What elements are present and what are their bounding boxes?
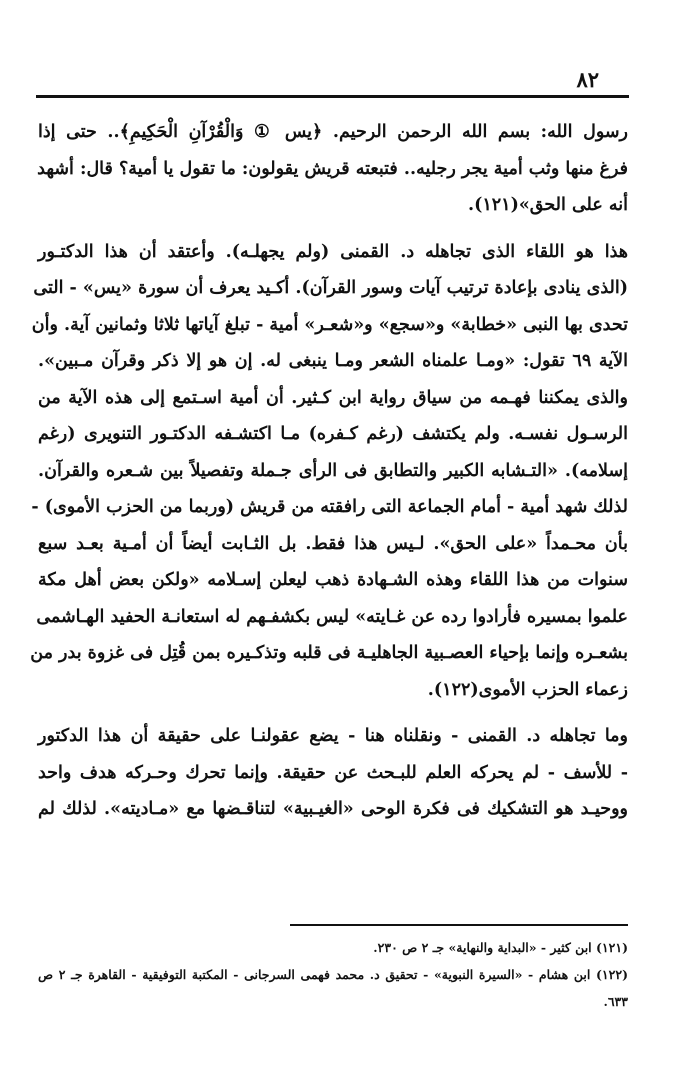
text-line: لذلك شهد أمية - أمام الجماعة التى رافقته من قريش (وربما من الحزب الأموى) -	[31, 497, 628, 517]
text-line: سنوات من هذا اللقاء وهذه الشـهادة ذهب ليعلن إسـلامه «ولكن بعض أهل مكة	[38, 570, 628, 590]
text-line: - للأسف - لم يحركه العلم للبـحث عن حقيقة. وإنما تحرك وحـركه هدف واحد	[38, 762, 628, 783]
text-line: علموا بمسيره فأرادوا رده عن غـايته» ليس بكشفـهم له استعانـة الحفيد الهـاشمى	[36, 606, 628, 627]
text-line: الآية ٦٩ تقول: «ومـا علمناه الشعر ومـا ينبغى له. إن هو إلا ذكر وقرآن مـبين».	[38, 351, 628, 371]
page-header	[36, 62, 629, 102]
footnote-121: (١٢١) ابن كثير - «البداية والنهاية» جـ ٢ ص ٢٣٠.	[373, 940, 628, 955]
paragraph-2	[30, 234, 628, 709]
text-line: ووحيـد هو التشكيك فى فكرة الوحى «الغيـبية» لتناقـضها مع «مـاديته». لذلك لم	[38, 799, 628, 819]
page-number: ٨٢	[576, 67, 599, 92]
footnote-rule	[290, 924, 628, 926]
text-line: فرغ منها وثب أمية يجر رجليه.. فتبعته قريش يقولون: ما تقول يا أمية؟ قال: أشهد	[37, 158, 628, 179]
paragraph-1	[38, 114, 628, 224]
text-line: إسلامه). «التـشابه الكبير والتطابق فى الرأى جـملة وتفصيلاً بين شـعره والقرآن.	[38, 460, 628, 481]
text-line: (الذى ينادى بإعادة ترتيب آيات وسور القرآن). أكـيد يعرف أن سورة «يس» - التى	[33, 278, 628, 298]
footnotes	[38, 934, 628, 1015]
text-line: زعماء الحزب الأموى(١٢٢).	[427, 679, 628, 700]
text-line: تحدى بها النبى «خطابة» و«سجع» و«شعـر» أمية - تبلغ آياتها ثلاثا وثمانين آية. وأن	[31, 314, 628, 335]
page-body	[30, 114, 628, 828]
text-line: الرسـول نفسـه. ولم يكتشف (رغم كـفره) مـا اكتشـفه الدكتـور التنويرى (رغم	[38, 424, 628, 444]
header-rule	[36, 95, 629, 98]
text-line: والذى يمكننا فهـمه من سياق رواية ابن كـثير. أن أمية اسـتمع إلى هذه الآية من	[38, 387, 628, 408]
footnote-122: (١٢٢) ابن هشام - «السيرة النبوية» - تحقيق د. محمد فهمى السرجانى - المكتبة التوفيقية - القاهرة جـ ٢ ص ٦٣٣.	[38, 967, 628, 1009]
paragraph-3	[38, 718, 628, 828]
text-line: وما تجاهله د. القمنى - ونقلناه هنا - يضع عقولنـا على حقيقة أن هذا الدكتور	[38, 726, 628, 746]
text-line: أنه على الحق»(١٢١).	[467, 195, 628, 215]
text-line: بشعـره وإنما بإحياء العصـبية الجاهليـة فى قلبه وتذكـيره بمن قُتِل فى غزوة بدر من	[30, 643, 628, 663]
text-line: بأن محـمداً «على الحق». لـيس هذا فقط. بل الثـابت أيضاً أن أمـية بعـد سبع	[38, 533, 628, 554]
text-line: رسول الله: بسم الله الرحمن الرحيم. ﴿يس ① وَالْقُرْآنِ الْحَكِيمِ﴾.. حتى إذا	[38, 122, 628, 142]
text-line: هذا هو اللقاء الذى تجاهله د. القمنى (ولم يجهلـه). وأعتقد أن هذا الدكتـور	[38, 241, 628, 262]
